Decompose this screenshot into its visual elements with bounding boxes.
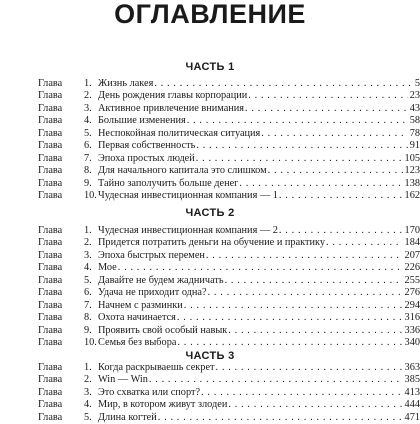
chapter-number: 3. [84, 102, 92, 114]
page-number: 162 [404, 189, 420, 201]
part-3-chapter-list [38, 362, 420, 424]
page-number: 413 [404, 386, 420, 398]
chapter-label: Глава [38, 225, 63, 236]
chapter-entry [98, 78, 420, 90]
chapter-number: 8. [84, 165, 92, 177]
dot-leader [279, 190, 403, 202]
chapter-label: Глава [38, 90, 63, 102]
dot-leader [201, 387, 403, 399]
dot-leader [261, 128, 407, 140]
dot-leader [196, 140, 407, 152]
page-number: 294 [404, 299, 420, 311]
dot-leader [196, 153, 403, 165]
toc-entry [38, 153, 420, 165]
toc-entry [38, 374, 420, 386]
chapter-title: Первая собственность [98, 140, 196, 152]
chapter-number: 9. [84, 324, 92, 336]
chapter-number: 4. [84, 262, 92, 274]
page-number: 340 [404, 336, 420, 348]
chapter-number: 9. [84, 177, 92, 189]
chapter-entry [98, 153, 420, 165]
chapter-entry [98, 374, 420, 386]
chapter-label: Глава [38, 262, 63, 274]
dot-leader [154, 78, 412, 90]
chapter-entry [98, 90, 420, 102]
chapter-title: Проявить свой особый навык [98, 324, 228, 336]
page-number: 471 [404, 411, 420, 423]
chapter-title: Это схватка или спорт? [98, 386, 201, 398]
toc-entry [38, 275, 420, 287]
page-number: 316 [404, 312, 420, 324]
chapter-entry [98, 178, 420, 190]
toc-entry [38, 90, 420, 102]
chapter-title: Мир, в котором живут злодеи [98, 399, 228, 411]
chapter-entry [98, 412, 420, 424]
toc-entry [38, 190, 420, 202]
dot-leader [177, 312, 403, 324]
dot-leader [187, 115, 408, 127]
toc-entry [38, 178, 420, 190]
chapter-title: Придется потратить деньги на обучение и практику [98, 237, 326, 249]
toc-entry [38, 325, 420, 337]
chapter-label: Глава [38, 299, 63, 311]
chapter-entry [98, 128, 420, 140]
toc-entry [38, 225, 420, 237]
chapter-label: Глава [38, 249, 63, 261]
chapter-number: 5. [84, 274, 92, 286]
chapter-label: Глава [38, 152, 63, 164]
dot-leader [208, 287, 403, 299]
chapter-title: Тайно заполучить больше денег [98, 177, 239, 189]
page-number: 23 [409, 90, 420, 102]
chapter-entry [98, 387, 420, 399]
chapter-entry [98, 190, 420, 202]
toc-entry [38, 165, 420, 177]
page-number: 105 [404, 152, 420, 164]
chapter-entry [98, 237, 420, 249]
toc-entry [38, 128, 420, 140]
dot-leader [149, 374, 403, 386]
chapter-title: День рождения главы корпорации [98, 90, 248, 102]
toc-entry [38, 250, 420, 262]
chapter-title: Активное привлечение внимания [98, 102, 245, 114]
part-2-chapter-list [38, 225, 420, 349]
dot-leader [216, 362, 403, 374]
toc-entry [38, 262, 420, 274]
chapter-entry [98, 262, 420, 274]
page-number: 91 [409, 140, 420, 152]
chapter-label: Глава [38, 102, 63, 114]
dot-leader [206, 250, 403, 262]
dot-leader [158, 412, 403, 424]
page-number: 336 [404, 324, 420, 336]
chapter-title: Давайте не будем жадничать [98, 274, 224, 286]
chapter-label: Глава [38, 237, 63, 249]
toc-entry [38, 115, 420, 127]
page-number: 5 [414, 78, 420, 89]
dot-leader [326, 237, 403, 249]
chapter-label: Глава [38, 165, 63, 177]
chapter-title: Чудесная инвестиционная компания — 1 [98, 189, 278, 201]
chapter-label: Глава [38, 78, 63, 89]
chapter-number: 1. [84, 78, 92, 89]
page-number: 123 [404, 165, 420, 177]
chapter-title: Длина когтей [98, 411, 157, 423]
chapter-label: Глава [38, 336, 63, 348]
chapter-title: Эпоха быстрых перемен [98, 249, 205, 261]
page-number: 276 [404, 287, 420, 299]
page-number: 78 [409, 127, 420, 139]
dot-leader [245, 103, 408, 115]
toc-entry [38, 300, 420, 312]
chapter-title: Win — Win [98, 374, 148, 386]
chapter-number: 5. [84, 127, 92, 139]
chapter-title: Когда раскрываешь секрет [98, 362, 215, 373]
page-number: 444 [404, 399, 420, 411]
page-number: 385 [404, 374, 420, 386]
chapter-label: Глава [38, 140, 63, 152]
page-number: 184 [404, 237, 420, 249]
chapter-number: 3. [84, 386, 92, 398]
chapter-label: Глава [38, 127, 63, 139]
chapter-label: Глава [38, 274, 63, 286]
dot-leader [248, 90, 407, 102]
chapter-entry [98, 325, 420, 337]
toc-entry [38, 412, 420, 424]
chapter-entry [98, 399, 420, 411]
chapter-number: 5. [84, 411, 92, 423]
toc-entry [38, 237, 420, 249]
chapter-title: Эпоха простых людей [98, 152, 195, 164]
chapter-title: Охота начинается [98, 312, 176, 324]
dot-leader [239, 178, 402, 190]
chapter-entry [98, 225, 420, 237]
chapter-number: 3. [84, 249, 92, 261]
chapter-label: Глава [38, 312, 63, 324]
dot-leader [228, 325, 402, 337]
chapter-label: Глава [38, 386, 63, 398]
chapter-label: Глава [38, 324, 63, 336]
toc-entry [38, 140, 420, 152]
chapter-number: 6. [84, 140, 92, 152]
toc-entry [38, 287, 420, 299]
toc-entry [38, 362, 420, 374]
part-heading-2: ЧАСТЬ 2 [185, 207, 235, 219]
chapter-number: 4. [84, 399, 92, 411]
chapter-entry [98, 300, 420, 312]
toc-entry [38, 312, 420, 324]
part-heading-3: ЧАСТЬ 3 [185, 350, 235, 362]
chapter-number: 4. [84, 115, 92, 127]
chapter-number: 8. [84, 312, 92, 324]
dot-leader [228, 399, 402, 411]
chapter-number: 10. [84, 336, 97, 348]
dot-leader [184, 300, 403, 312]
part-heading-1: ЧАСТЬ 1 [185, 61, 235, 73]
page-number: 255 [404, 274, 420, 286]
chapter-entry [98, 275, 420, 287]
chapter-entry [98, 337, 420, 349]
dot-leader [225, 275, 403, 287]
page-number: 58 [409, 115, 420, 127]
chapter-number: 6. [84, 287, 92, 299]
part-1-chapter-list [38, 78, 420, 202]
chapter-title: Чудесная инвестиционная компания — 2 [98, 225, 278, 236]
toc-entry [38, 399, 420, 411]
chapter-number: 2. [84, 90, 92, 102]
chapter-label: Глава [38, 411, 63, 423]
toc-entry [38, 337, 420, 349]
chapter-entry [98, 103, 420, 115]
chapter-title: Неспокойная политическая ситуация [98, 127, 261, 139]
page-number: 43 [409, 102, 420, 114]
toc-entry [38, 78, 420, 90]
chapter-title: Начнем с разминки [98, 299, 183, 311]
chapter-number: 2. [84, 237, 92, 249]
chapter-label: Глава [38, 189, 63, 201]
chapter-title: Удача не приходит одна? [98, 287, 207, 299]
page-number: 207 [404, 249, 420, 261]
chapter-label: Глава [38, 399, 63, 411]
page-title: ОГЛАВЛЕНИЕ [114, 0, 306, 29]
chapter-number: 2. [84, 374, 92, 386]
toc-entry [38, 387, 420, 399]
chapter-entry [98, 250, 420, 262]
page-number: 226 [404, 262, 420, 274]
page-number: 138 [404, 177, 420, 189]
dot-leader [177, 337, 402, 349]
chapter-label: Глава [38, 287, 63, 299]
chapter-label: Глава [38, 362, 63, 373]
page-number: 170 [404, 225, 420, 236]
chapter-label: Глава [38, 177, 63, 189]
chapter-number: 1. [84, 225, 92, 236]
chapter-title: Для начального капитала это слишком [98, 165, 267, 177]
chapter-entry [98, 287, 420, 299]
chapter-number: 7. [84, 152, 92, 164]
chapter-title: Большие изменения [98, 115, 186, 127]
chapter-number: 10. [84, 189, 97, 201]
dot-leader [279, 225, 403, 237]
chapter-label: Глава [38, 374, 63, 386]
chapter-entry [98, 115, 420, 127]
chapter-entry [98, 362, 420, 374]
dot-leader [268, 165, 403, 177]
page-number: 363 [404, 362, 420, 373]
chapter-title: Жизнь лакея [98, 78, 154, 89]
chapter-number: 7. [84, 299, 92, 311]
chapter-entry [98, 312, 420, 324]
chapter-entry [98, 140, 420, 152]
chapter-title: Семья без выбора [98, 336, 177, 348]
dot-leader [118, 262, 403, 274]
chapter-title: Мое [98, 262, 117, 274]
chapter-entry [98, 165, 420, 177]
chapter-number: 1. [84, 362, 92, 373]
toc-entry [38, 103, 420, 115]
chapter-label: Глава [38, 115, 63, 127]
